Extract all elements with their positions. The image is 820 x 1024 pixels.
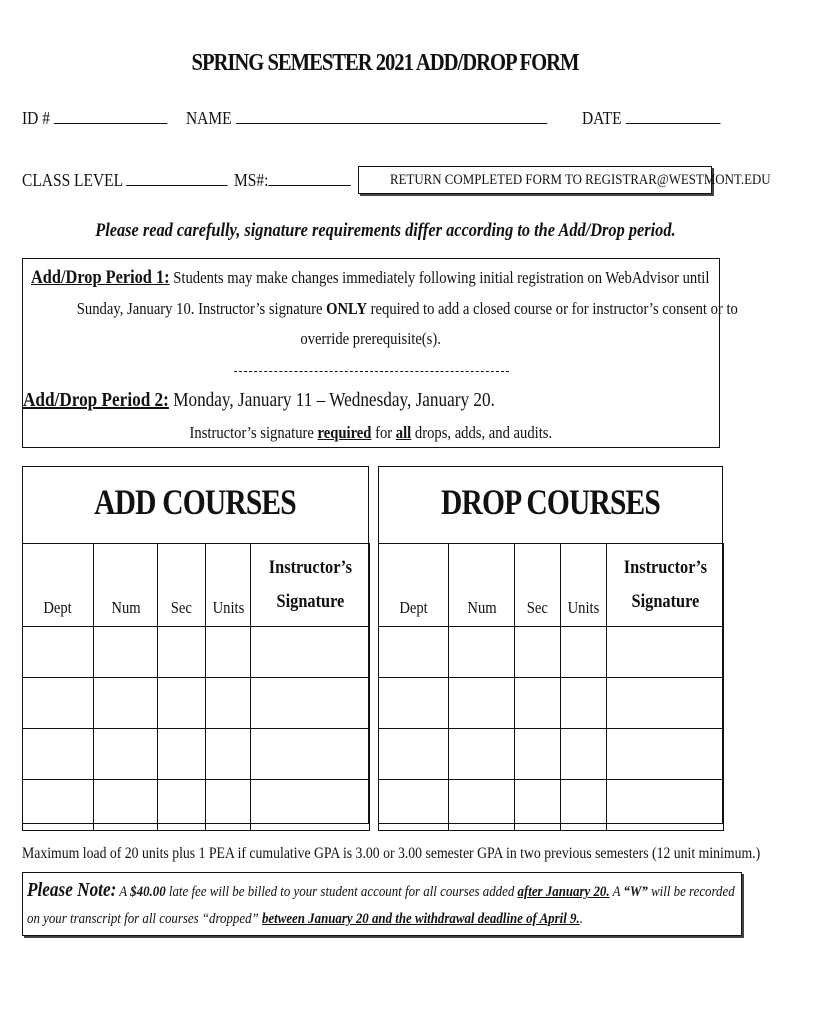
period1-line1 [31,267,727,289]
add-cell[interactable] [251,780,370,831]
add-cell[interactable] [23,627,94,678]
add-row[interactable] [23,627,370,678]
add-cell[interactable] [158,780,206,831]
add-cell[interactable] [206,729,251,780]
add-col-num: Num [94,544,158,627]
drop-row[interactable] [379,780,724,831]
add-col-dept: Dept [23,544,94,627]
add-header-row [23,544,370,627]
class-level-label: CLASS LEVEL [22,170,123,190]
period-divider [23,371,719,372]
period1-line3 [23,329,719,349]
signature-notice [0,220,770,242]
date-blank[interactable] [625,109,720,124]
name-field[interactable] [186,108,547,129]
add-cell[interactable] [206,678,251,729]
period2-required: required [317,423,372,442]
drop-courses-section [378,466,723,824]
add-cell[interactable] [251,678,370,729]
max-load-text: Maximum load of 20 units plus 1 PEA if cumulative GPA is 3.00 or 3.00 semester GPA in two previous semesters (12 unit minimum.) [22,845,761,862]
drop-cell[interactable] [379,678,449,729]
note-fee: $40.00 [130,884,166,900]
note-text2: A [609,884,624,900]
date-field[interactable] [582,108,720,129]
note-line2a: on your transcript for all courses “dropped” [27,911,262,927]
period2-all: all [395,423,412,442]
drop-col-units: Units [561,544,607,627]
note-line2 [27,911,583,928]
drop-col-sec: Sec [515,544,561,627]
add-cell[interactable] [23,780,94,831]
add-row[interactable] [23,780,370,831]
note-line2-end: . [579,911,583,927]
drop-cell[interactable] [515,627,561,678]
id-field[interactable] [22,108,167,129]
name-blank[interactable] [235,109,546,124]
period1-only: ONLY [326,299,368,318]
id-label: ID # [22,108,50,128]
return-instructions: RETURN COMPLETED FORM TO REGISTRAR@WESTMONT.EDU [389,172,771,188]
drop-cell[interactable] [515,729,561,780]
period1-line2 [23,299,738,319]
note-w: “W” [623,884,648,900]
add-cell[interactable] [94,780,158,831]
drop-cell[interactable] [379,729,449,780]
drop-col-dept: Dept [379,544,449,627]
drop-cell[interactable] [379,780,449,831]
drop-cell[interactable] [515,678,561,729]
name-label: NAME [186,108,232,128]
add-cell[interactable] [158,678,206,729]
drop-cell[interactable] [449,780,515,831]
class-level-field[interactable] [22,170,228,191]
add-row[interactable] [23,678,370,729]
drop-courses-title: DROP COURSES [441,482,660,522]
add-cell[interactable] [206,780,251,831]
drop-cell[interactable] [607,729,724,780]
add-cell[interactable] [158,627,206,678]
drop-col-num: Num [449,544,515,627]
add-cell[interactable] [251,729,370,780]
class-level-blank[interactable] [126,171,227,186]
add-courses-title: ADD COURSES [94,482,297,522]
drop-courses-table [378,543,724,831]
drop-header-row [379,544,724,627]
drop-row[interactable] [379,729,724,780]
note-text3: will be recorded [647,884,735,900]
drop-cell[interactable] [607,627,724,678]
note-text1: late fee will be billed to your student account for all courses added [165,884,518,900]
form-title: SPRING SEMESTER 2021 ADD/DROP FORM [191,50,579,76]
ms-field[interactable] [234,170,351,191]
id-blank[interactable] [54,109,168,124]
add-cell[interactable] [251,627,370,678]
add-cell[interactable] [23,678,94,729]
add-courses-section [22,466,369,824]
period2-text-mid: for [371,423,396,442]
drop-row[interactable] [379,678,724,729]
date-label: DATE [582,108,622,128]
period2-line1 [23,389,719,412]
drop-cell[interactable] [607,780,724,831]
drop-cell[interactable] [379,627,449,678]
add-col-units: Units [206,544,251,627]
note-fee-intro: A [116,884,131,900]
add-cell[interactable] [94,729,158,780]
add-courses-table [22,543,370,831]
note-withdrawal-period: between January 20 and the withdrawal deadline of April 9. [261,911,580,927]
add-cell[interactable] [94,678,158,729]
period1-label: Add/Drop Period 1: [31,267,170,288]
add-col-signature: Instructor’s Signature [251,544,370,627]
late-fee-note-box [22,872,742,936]
period1-text3: override prerequisite(s). [300,329,442,348]
period1-text2a: Sunday, January 10. Instructor’s signature [76,299,327,318]
add-cell[interactable] [94,627,158,678]
add-col-sec: Sec [158,544,206,627]
drop-cell[interactable] [561,729,607,780]
signature-notice-text: Please read carefully, signature requirements differ according to the Add/Drop period. [94,220,676,241]
drop-cell[interactable] [561,780,607,831]
period1-text1: Students may make changes immediately following initial registration on WebAdvisor until [169,268,710,287]
period1-text2b: required to add a closed course or for instructor’s consent or to [367,299,738,318]
note-lead: Please Note: [27,879,117,901]
drop-cell[interactable] [561,627,607,678]
drop-cell[interactable] [449,627,515,678]
drop-col-signature: Instructor’s Signature [607,544,724,627]
return-instructions-box [358,166,771,194]
add-cell[interactable] [23,729,94,780]
note-after-date: after January 20. [517,884,610,900]
period2-line2 [23,423,719,443]
add-drop-periods-box [22,258,738,448]
drop-cell[interactable] [449,729,515,780]
add-cell[interactable] [206,627,251,678]
drop-cell[interactable] [607,678,724,729]
add-row[interactable] [23,729,370,780]
note-line1 [27,879,735,902]
period2-text2a: Instructor’s signature [189,423,318,442]
ms-label: MS#: [234,170,269,190]
ms-blank[interactable] [268,171,351,186]
drop-row[interactable] [379,627,724,678]
period2-dates: Monday, January 11 – Wednesday, January 20. [168,389,495,411]
period2-label: Add/Drop Period 2: [23,389,169,411]
drop-cell[interactable] [515,780,561,831]
add-cell[interactable] [158,729,206,780]
drop-cell[interactable] [449,678,515,729]
period2-text-end: drops, adds, and audits. [411,423,553,442]
drop-cell[interactable] [561,678,607,729]
